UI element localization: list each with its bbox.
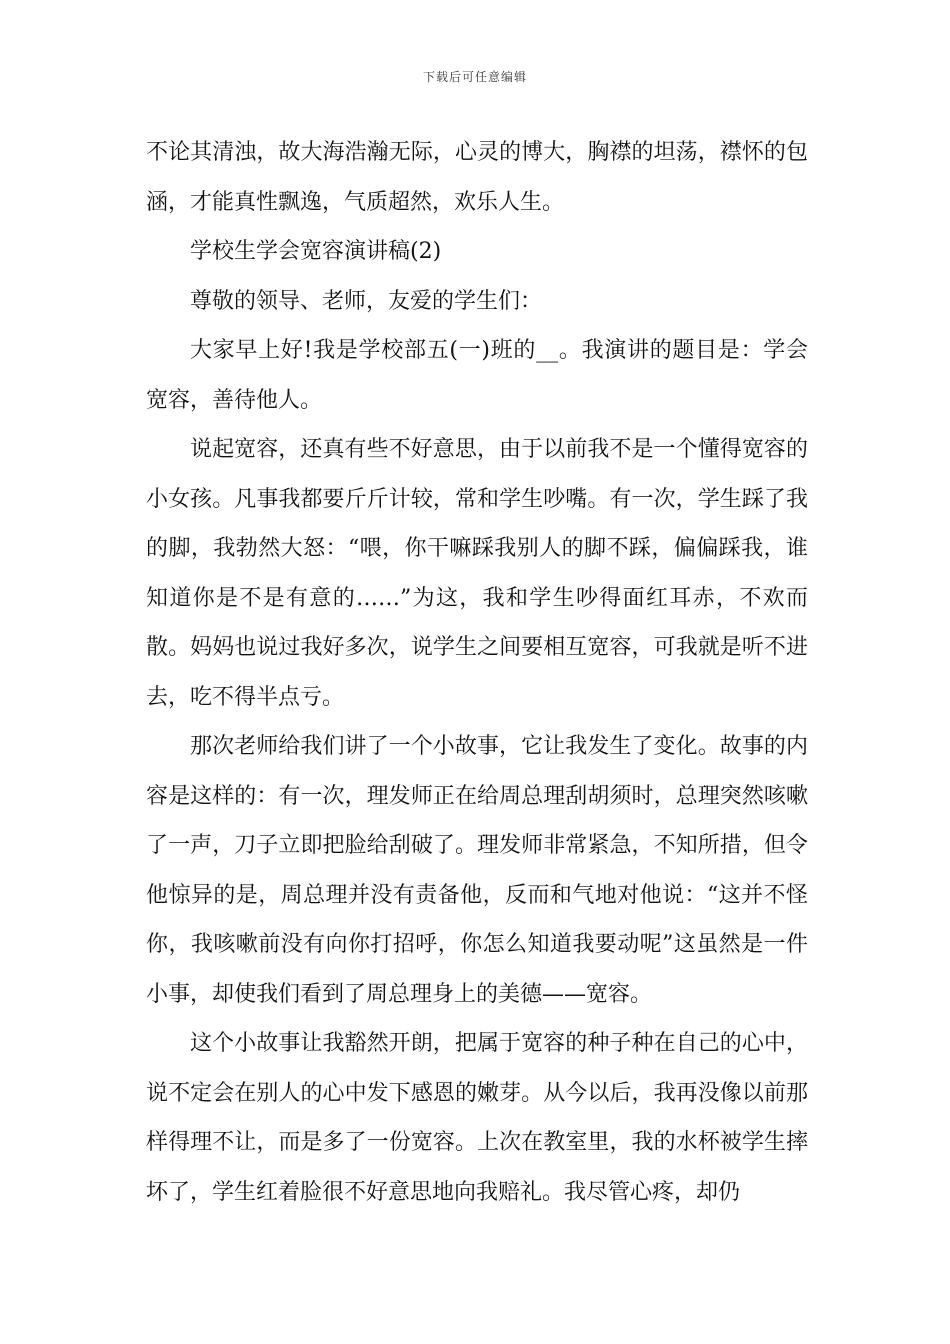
paragraph-story: 那次老师给我们讲了一个小故事，它让我发生了变化。故事的内容是这样的：有一次，理发师正在给周总理刮胡须时，总理突然咳嗽了一声，刀子立即把脸给刮破了。理发师非常紧急，不知所措，但令他惊异的是，周总理并没有责备他，反而和气地对他说：“这并不怪你，我咳嗽前没有向你打招呼，你怎么知道我要动呢”这虽然是一件小事，却使我们看到了周总理身上的美德——宽容。	[146, 734, 808, 1007]
page-header: 下载后可任意编辑	[422, 70, 527, 84]
paragraph-continuation: 不论其清浊，故大海浩瀚无际，心灵的博大，胸襟的坦荡，襟怀的包涵，才能真性飘逸，气质超然，欢乐人生。	[146, 140, 808, 215]
paragraph-greeting: 大家早上好!我是学校部五(一)班的__。我演讲的题目是：学会宽容，善待他人。	[146, 338, 808, 413]
salutation: 尊敬的领导、老师，友爱的学生们：	[190, 288, 543, 314]
paragraph-reflection: 这个小故事让我豁然开朗，把属于宽容的种子种在自己的心中，说不定会在别人的心中发下感恩的嫩芽。从今以后，我再没像以前那样得理不让，而是多了一份宽容。上次在教室里，我的水杯被学生摔坏了，学生红着脸很不好意思地向我赔礼。我尽管心疼，却仍	[146, 1031, 808, 1205]
document-body	[146, 128, 808, 1217]
section-title: 学校生学会宽容演讲稿(2)	[190, 239, 442, 264]
paragraph-story-intro: 说起宽容，还真有些不好意思，由于以前我不是一个懂得宽容的小女孩。凡事我都要斤斤计较，常和学生吵嘴。有一次，学生踩了我的脚，我勃然大怒：“喂，你干嘛踩我别人的脚不踩，偏偏踩我，谁知道你是不是有意的……”为这，我和学生吵得面红耳赤，不欢而散。妈妈也说过我好多次，说学生之间要相互宽容，可我就是听不进去，吃不得半点亏。	[146, 437, 808, 710]
